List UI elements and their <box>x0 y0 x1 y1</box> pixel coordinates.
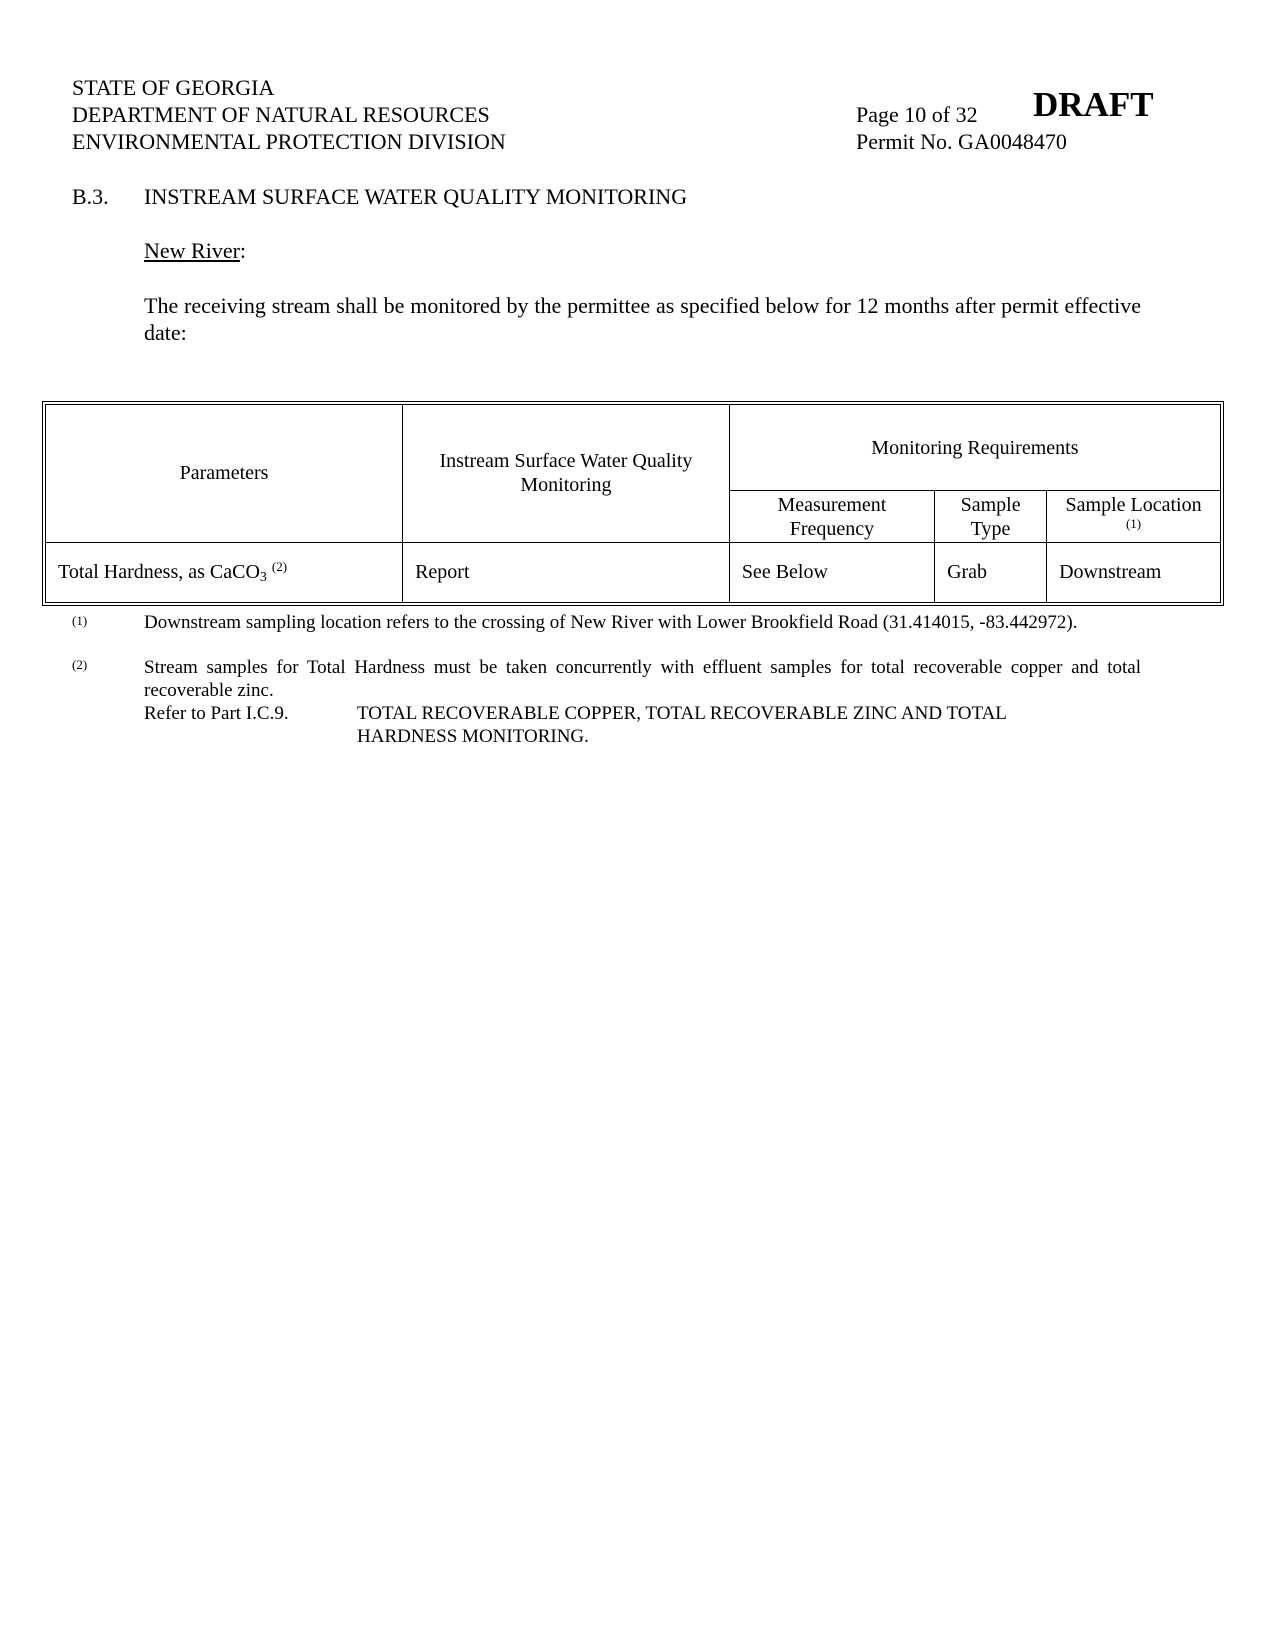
header-sample-location <box>1047 491 1221 542</box>
cell-frequency: See Below <box>729 542 934 602</box>
river-name: New River <box>144 238 240 263</box>
footnote-2-text: Stream samples for Total Hardness must be taken concurrently with effluent samples for total recoverable copper and total recoverable zinc. <box>144 657 1141 701</box>
header-parameters: Parameters <box>46 405 403 543</box>
cell-instream: Report <box>403 542 730 602</box>
page-number: Page 10 of 32 <box>856 102 978 127</box>
river-colon: : <box>239 238 247 263</box>
header-measurement-frequency: Measurement Frequency <box>729 491 934 542</box>
footnote-1-mark: (1) <box>72 613 88 628</box>
permit-number: Permit No. GA0048470 <box>856 129 1067 154</box>
section-number: B.3. <box>72 184 109 209</box>
reference-text: TOTAL RECOVERABLE COPPER, TOTAL RECOVERABLE ZINC AND TOTAL HARDNESS MONITORING. <box>357 703 1007 747</box>
monitoring-table-frame <box>42 401 1224 606</box>
river-heading <box>144 237 246 264</box>
parameter-name: Total Hardness, as CaCO <box>58 561 260 584</box>
footnote-ref-2: (2) <box>271 559 288 575</box>
table-row <box>46 542 1221 602</box>
footnote-2-mark: (2) <box>72 657 88 672</box>
cell-parameter <box>46 542 403 602</box>
header-instream: Instream Surface Water Quality Monitoring <box>403 405 730 543</box>
reference-label: Refer to Part I.C.9. <box>144 703 289 724</box>
monitoring-table <box>45 404 1221 603</box>
footnote-1-text: Downstream sampling location refers to the crossing of New River with Lower Brookfield Road (31.414015, -83.442972). <box>144 612 1078 633</box>
header-sample-type: Sample Type <box>935 491 1047 542</box>
draft-label: DRAFT <box>1033 85 1154 124</box>
parameter-subscript: 3 <box>259 570 267 586</box>
agency-line-state: STATE OF GEORGIA <box>72 75 275 100</box>
header-monitoring-requirements: Monitoring Requirements <box>729 405 1220 491</box>
cell-sample-type: Grab <box>935 542 1047 602</box>
agency-line-department: DEPARTMENT OF NATURAL RESOURCES <box>72 102 490 127</box>
footnote-ref-1: (1) <box>1125 515 1142 531</box>
intro-paragraph: The receiving stream shall be monitored by the permittee as specified below for 12 months after permit effective date: <box>144 293 1141 345</box>
cell-sample-location: Downstream <box>1047 542 1221 602</box>
section-title: INSTREAM SURFACE WATER QUALITY MONITORING <box>144 184 688 209</box>
agency-line-division: ENVIRONMENTAL PROTECTION DIVISION <box>72 129 506 154</box>
header-sample-location-label: Sample Location <box>1065 493 1202 516</box>
